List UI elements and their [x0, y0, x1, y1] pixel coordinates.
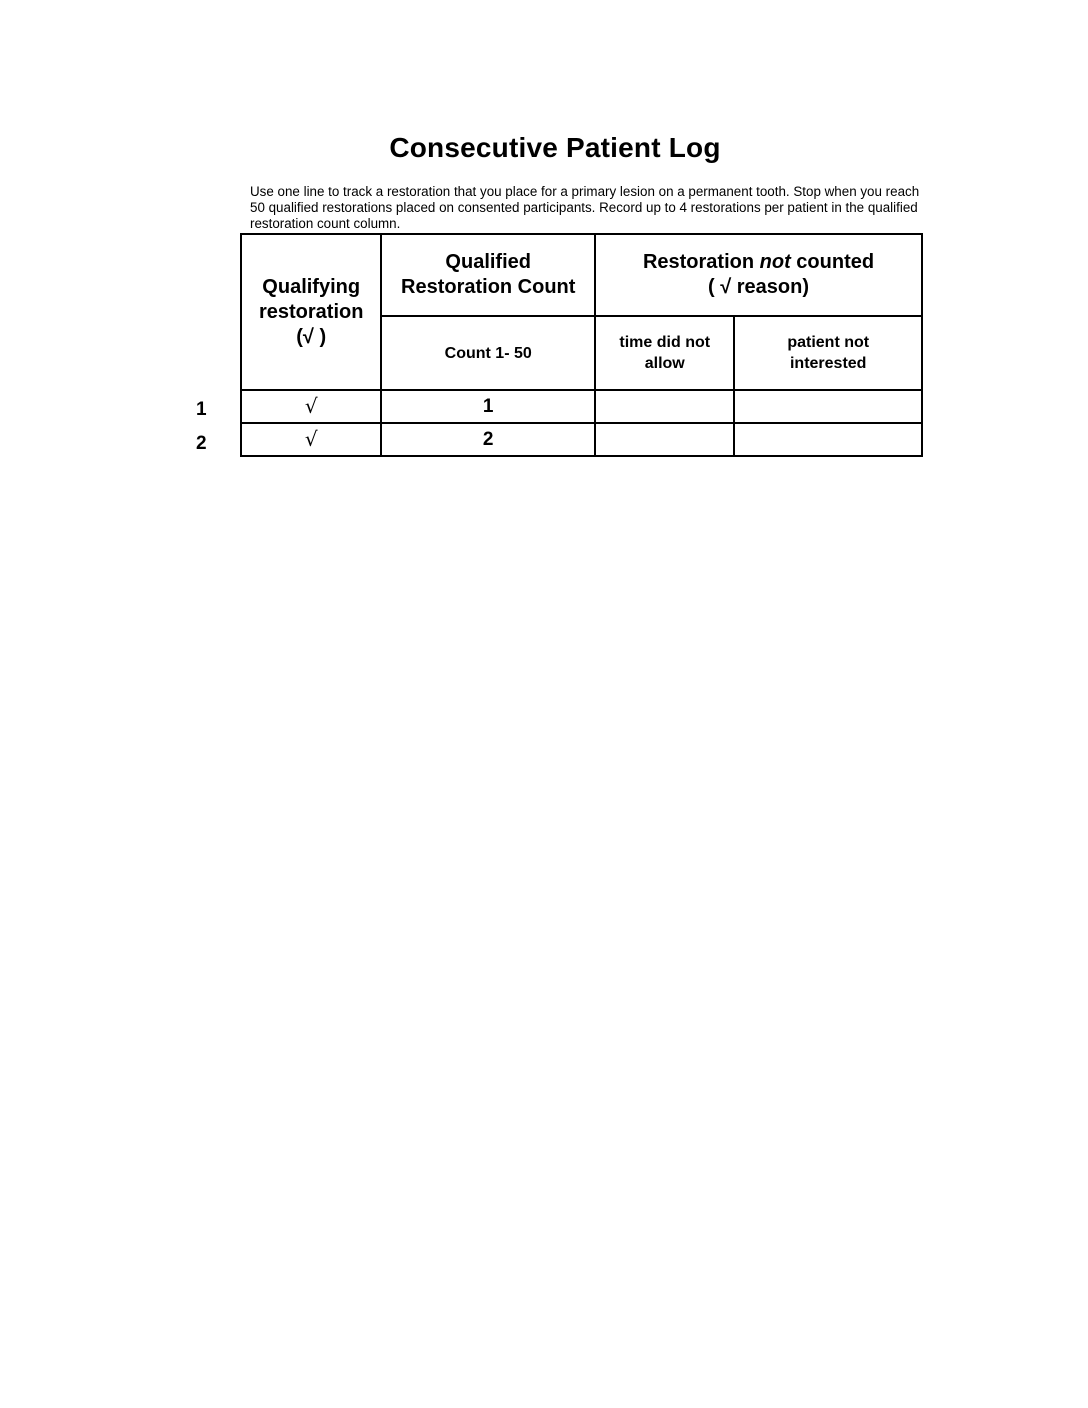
patient-not-interested-cell[interactable] [734, 423, 922, 456]
header-text: Restoration Count [401, 276, 576, 298]
time-did-not-allow-cell[interactable] [595, 423, 734, 456]
header-text: time did not [619, 334, 711, 351]
header-text-part: Restoration [642, 251, 760, 273]
header-text: Qualified [445, 251, 531, 273]
table-row [241, 390, 922, 423]
header-text [596, 250, 921, 275]
patient-not-interested-header [734, 316, 922, 390]
count-range-header [381, 316, 595, 390]
header-row [241, 234, 922, 316]
header-text: allow [644, 355, 685, 372]
count-cell[interactable]: 2 [381, 423, 595, 456]
checkmark-icon: √ [304, 427, 318, 451]
header-text: Count 1- 50 [444, 344, 532, 362]
header-text: (√ ) [296, 326, 327, 348]
time-did-not-allow-cell[interactable] [595, 390, 734, 423]
time-did-not-allow-header [595, 316, 734, 390]
checkmark-icon: √ [304, 394, 318, 418]
qualifying-restoration-header [241, 234, 381, 390]
header-emphasis: not [759, 251, 791, 273]
table-row [241, 423, 922, 456]
qualifying-cell[interactable] [241, 390, 381, 423]
page-title: Consecutive Patient Log [389, 132, 721, 163]
header-text: interested [789, 355, 867, 372]
instructions-text: Use one line to track a restoration that you place for a primary lesion on a permanent tooth. Stop when you reach 50 qualified restorations placed on consented participants. Record up to 4 restorations per patient in the qualified restoration count column. [250, 184, 920, 231]
row-number: 2 [196, 433, 207, 454]
patient-not-interested-cell[interactable] [734, 390, 922, 423]
count-cell[interactable]: 1 [381, 390, 595, 423]
not-counted-header [595, 234, 922, 316]
patient-log-table [240, 233, 923, 457]
header-text: restoration [258, 301, 364, 323]
header-text-part: counted [790, 251, 875, 273]
row-number: 1 [196, 399, 207, 420]
qualifying-cell[interactable] [241, 423, 381, 456]
header-text: patient not [787, 334, 870, 351]
header-text: ( √ reason) [708, 276, 810, 298]
qualified-count-header [381, 234, 595, 316]
header-text: Qualifying [262, 276, 361, 298]
